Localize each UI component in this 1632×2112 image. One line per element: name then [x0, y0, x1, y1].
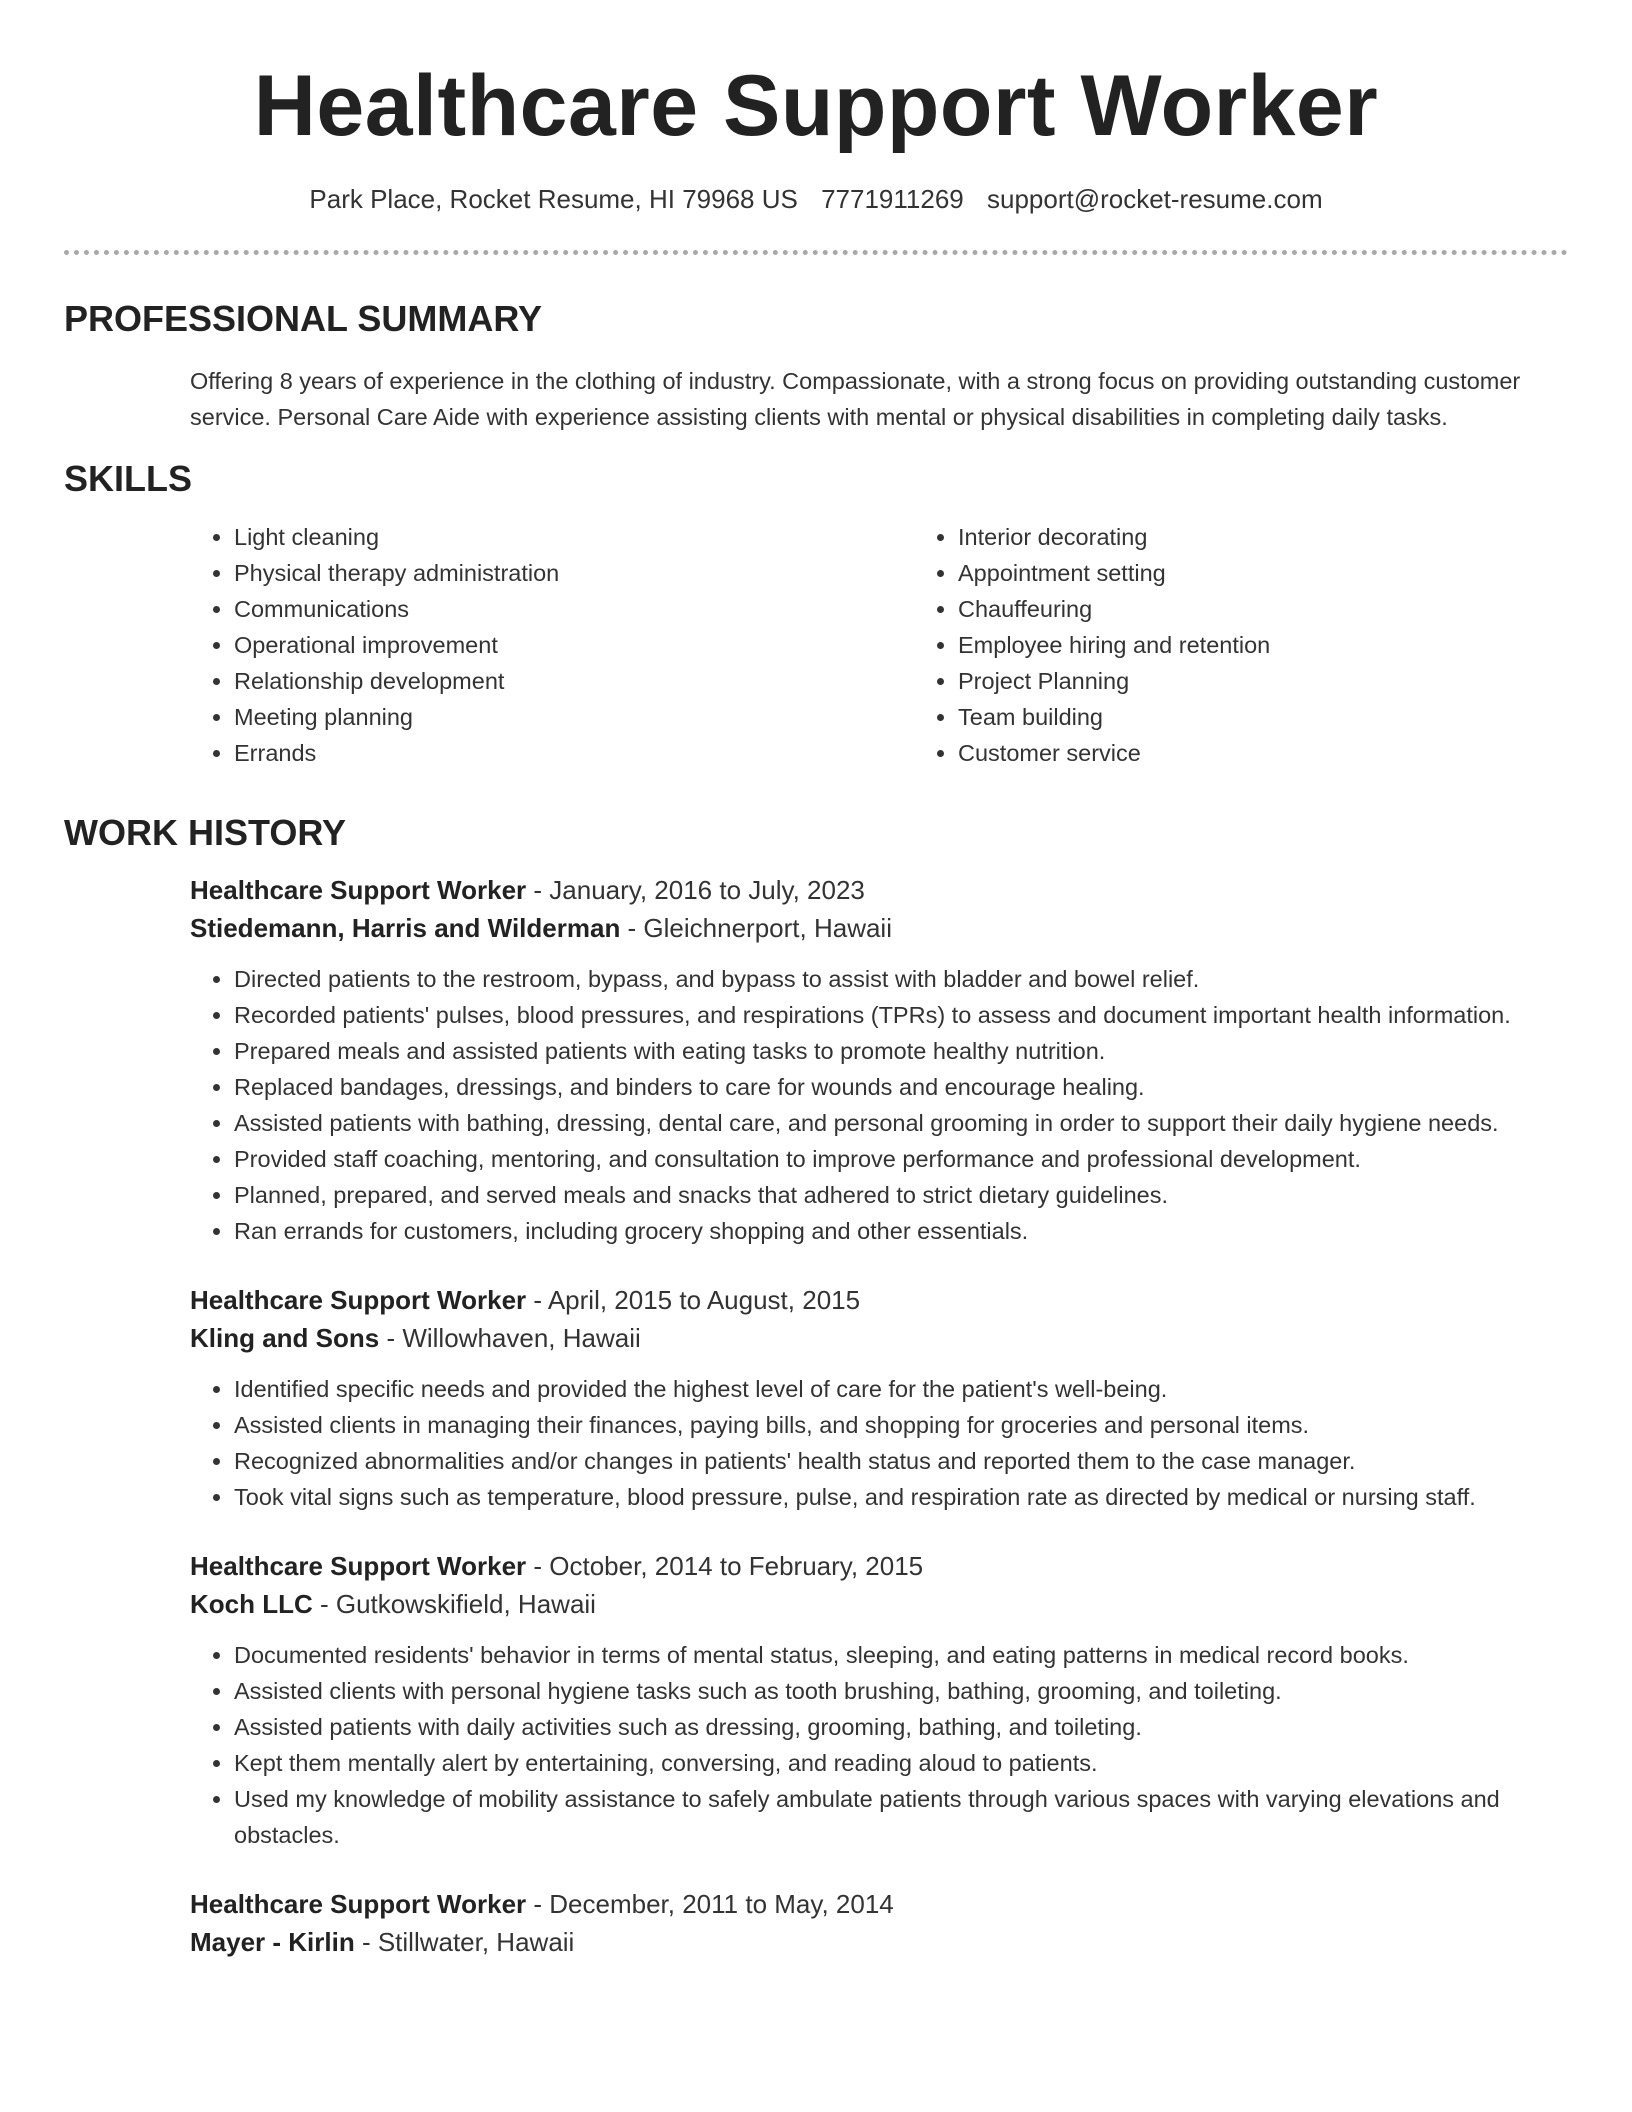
skill-item: • Errands: [234, 735, 914, 771]
job-title-line: [190, 1547, 1572, 1585]
skills-column-left: [190, 519, 914, 771]
candidate-name: Healthcare Support Worker: [253, 58, 1379, 154]
job-dates: - January, 2016 to July, 2023: [526, 875, 865, 905]
job-duty: • Recognized abnormalities and/or changes in patients' health status and reported them to the case manager.: [234, 1443, 1572, 1479]
skills-heading: SKILLS: [64, 458, 193, 499]
job-duty: • Planned, prepared, and served meals and snacks that adhered to strict dietary guidelines.: [234, 1177, 1572, 1213]
job-duty: • Replaced bandages, dressings, and binders to care for wounds and encourage healing.: [234, 1069, 1572, 1105]
job-dates: - October, 2014 to February, 2015: [526, 1551, 924, 1581]
work-history-heading: WORK HISTORY: [64, 812, 347, 853]
job-duty: • Prepared meals and assisted patients with eating tasks to promote healthy nutrition.: [234, 1033, 1572, 1069]
contact-address: Park Place, Rocket Resume, HI 79968 US: [309, 184, 798, 214]
job-duty: • Directed patients to the restroom, bypass, and bypass to assist with bladder and bowel relief.: [234, 961, 1572, 997]
job-title-line: [190, 871, 1572, 909]
contact-phone: 7771911269: [821, 184, 964, 214]
job-entry-4: [190, 1885, 1572, 1961]
job-duty: • Kept them mentally alert by entertaining, conversing, and reading aloud to patients.: [234, 1745, 1572, 1781]
skill-item: • Chauffeuring: [958, 591, 1572, 627]
job-dates: - April, 2015 to August, 2015: [526, 1285, 861, 1315]
job-role: Healthcare Support Worker: [190, 1889, 527, 1919]
job-company-line: [190, 1319, 1572, 1357]
header-divider: [64, 250, 1568, 255]
job-duties: [190, 1637, 1572, 1853]
job-dates: - December, 2011 to May, 2014: [526, 1889, 894, 1919]
job-company: Koch LLC: [190, 1589, 313, 1619]
contact-email: support@rocket-resume.com: [986, 184, 1323, 214]
job-company: Kling and Sons: [190, 1323, 380, 1353]
skills-list: [190, 519, 1572, 771]
job-duty: • Assisted clients with personal hygiene tasks such as tooth brushing, bathing, grooming, and toileting.: [234, 1673, 1572, 1709]
skill-item: • Communications: [234, 591, 914, 627]
job-duty: • Recorded patients' pulses, blood pressures, and respirations (TPRs) to assess and document important health information.: [234, 997, 1572, 1033]
job-role: Healthcare Support Worker: [190, 1551, 527, 1581]
skill-item: • Team building: [958, 699, 1572, 735]
skill-item: • Meeting planning: [234, 699, 914, 735]
job-duty: • Identified specific needs and provided the highest level of care for the patient's well-being.: [234, 1371, 1572, 1407]
job-duty: • Assisted patients with bathing, dressing, dental care, and personal grooming in order to support their daily hygiene needs.: [234, 1105, 1572, 1141]
skill-item: • Employee hiring and retention: [958, 627, 1572, 663]
skill-item: • Operational improvement: [234, 627, 914, 663]
job-role: Healthcare Support Worker: [190, 875, 527, 905]
job-location: - Willowhaven, Hawaii: [379, 1323, 641, 1353]
skill-item: • Customer service: [958, 735, 1572, 771]
job-title-line: [190, 1281, 1572, 1319]
job-location: - Gleichnerport, Hawaii: [620, 913, 892, 943]
skill-item: • Appointment setting: [958, 555, 1572, 591]
contact-line: [0, 182, 1632, 216]
job-duty: • Ran errands for customers, including grocery shopping and other essentials.: [234, 1213, 1572, 1249]
job-entry-3: [190, 1547, 1572, 1853]
job-company-line: [190, 1923, 1572, 1961]
job-company: Mayer - Kirlin: [190, 1927, 355, 1957]
skill-item: • Physical therapy administration: [234, 555, 914, 591]
job-duty: • Assisted patients with daily activities such as dressing, grooming, bathing, and toileting.: [234, 1709, 1572, 1745]
job-entry-1: [190, 871, 1572, 1249]
job-duty: • Provided staff coaching, mentoring, and consultation to improve performance and professional development.: [234, 1141, 1572, 1177]
summary-heading: PROFESSIONAL SUMMARY: [64, 298, 543, 339]
job-duties: [190, 1371, 1572, 1515]
job-duty: • Documented residents' behavior in terms of mental status, sleeping, and eating patterns in medical record books.: [234, 1637, 1572, 1673]
job-duties: [190, 961, 1572, 1249]
job-location: - Gutkowskifield, Hawaii: [312, 1589, 596, 1619]
job-duty: • Assisted clients in managing their finances, paying bills, and shopping for groceries and personal items.: [234, 1407, 1572, 1443]
skill-item: • Interior decorating: [958, 519, 1572, 555]
skills-column-right: [914, 519, 1572, 771]
skill-item: • Project Planning: [958, 663, 1572, 699]
job-title-line: [190, 1885, 1572, 1923]
job-duty: • Used my knowledge of mobility assistance to safely ambulate patients through various spaces with varying elevations and obstacles.: [234, 1781, 1572, 1853]
job-role: Healthcare Support Worker: [190, 1285, 527, 1315]
skill-item: • Relationship development: [234, 663, 914, 699]
job-location: - Stillwater, Hawaii: [354, 1927, 575, 1957]
summary-text: Offering 8 years of experience in the clothing of industry. Compassionate, with a strong focus on providing outstanding customer service. Personal Care Aide with experience assisting clients with mental or physical disabilities in completing daily tasks.: [190, 368, 1521, 430]
job-company-line: [190, 1585, 1572, 1623]
job-company: Stiedemann, Harris and Wilderman: [190, 913, 621, 943]
skill-item: • Light cleaning: [234, 519, 914, 555]
job-company-line: [190, 909, 1572, 947]
job-entry-2: [190, 1281, 1572, 1515]
job-duty: • Took vital signs such as temperature, blood pressure, pulse, and respiration rate as directed by medical or nursing staff.: [234, 1479, 1572, 1515]
